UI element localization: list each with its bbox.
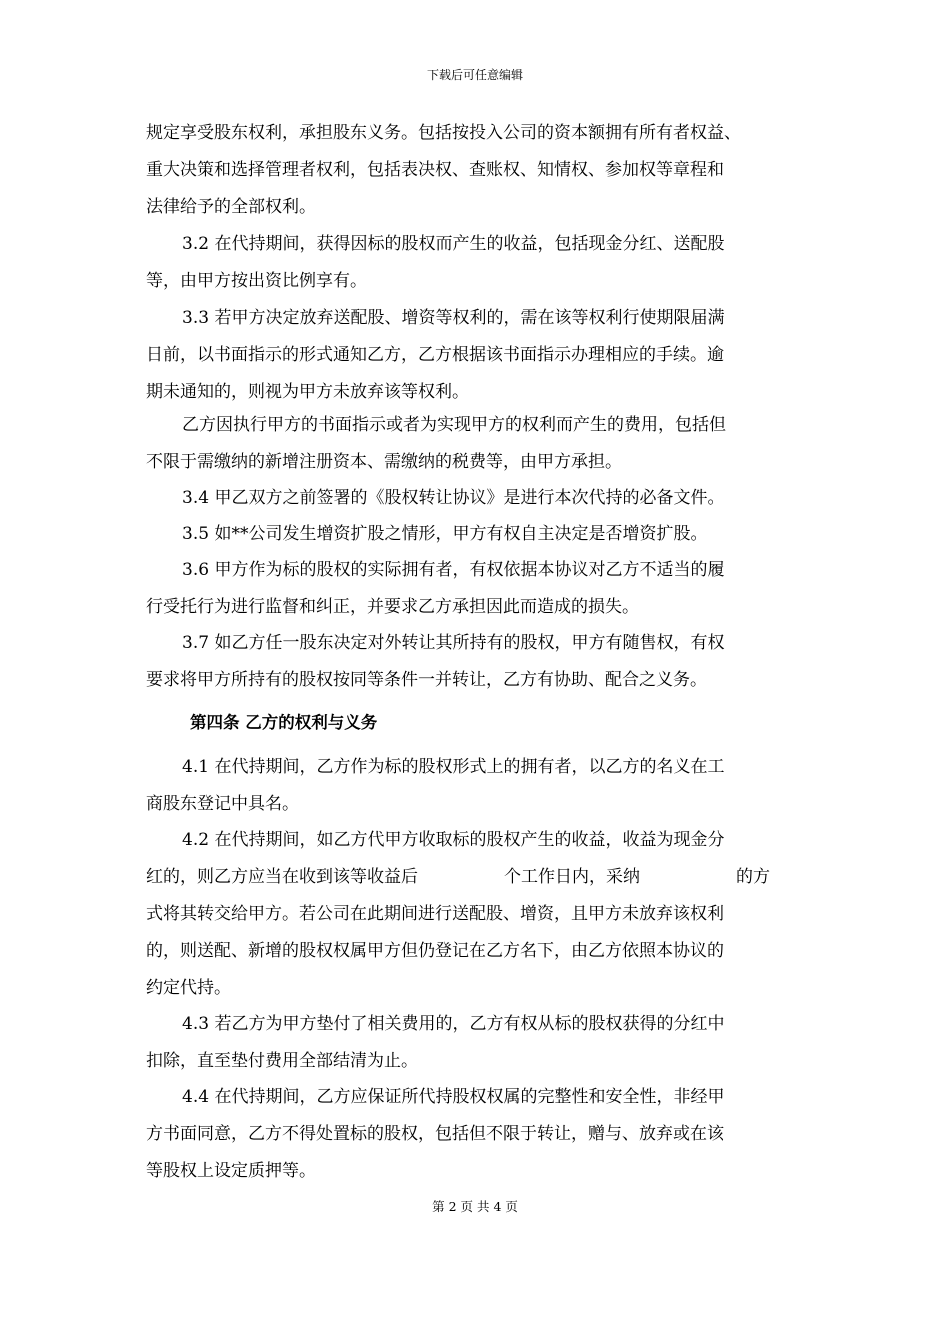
text-fragment: 的方: [736, 867, 770, 887]
text-line: 3.7 如乙方任一股东决定对外转让其所持有的股权，甲方有随售权，有权: [182, 633, 725, 653]
page-header: 下载后可任意编辑: [426, 68, 523, 82]
text-line: 4.3 若乙方为甲方垫付了相关费用的，乙方有权从标的股权获得的分红中: [182, 1014, 725, 1034]
text-line: 3.3 若甲方决定放弃送配股、增资等权利的，需在该等权利行使期限届满: [182, 308, 725, 328]
text-line: 法律给予的全部权利。: [146, 197, 316, 217]
section-heading: 第四条 乙方的权利与义务: [190, 713, 378, 732]
text-line: 等股权上设定质押等。: [146, 1161, 316, 1181]
text-line: 不限于需缴纳的新增注册资本、需缴纳的税费等，由甲方承担。: [146, 452, 622, 472]
text-line: 4.4 在代持期间，乙方应保证所代持股权权属的完整性和安全性，非经甲: [182, 1087, 725, 1107]
text-line: 乙方因执行甲方的书面指示或者为实现甲方的权利而产生的费用，包括但: [182, 415, 726, 435]
text-line: 方书面同意，乙方不得处置标的股权，包括但不限于转让，赠与、放弃或在该: [146, 1124, 724, 1144]
split-line: [146, 866, 770, 888]
text-line: 3.5 如**公司发生增资扩股之情形，甲方有权自主决定是否增资扩股。: [182, 524, 708, 544]
text-line: 3.4 甲乙双方之前签署的《股权转让协议》是进行本次代持的必备文件。: [182, 488, 725, 508]
text-line: 3.2 在代持期间，获得因标的股权而产生的收益，包括现金分红、送配股: [182, 234, 725, 254]
text-line: 重大决策和选择管理者权利，包括表决权、查账权、知情权、参加权等章程和: [146, 160, 724, 180]
text-line: 3.6 甲方作为标的股权的实际拥有者，有权依据本协议对乙方不适当的履: [182, 560, 725, 580]
text-line: 等，由甲方按出资比例享有。: [146, 271, 367, 291]
text-line: 4.2 在代持期间，如乙方代甲方收取标的股权产生的收益，收益为现金分: [182, 830, 725, 850]
text-line: 约定代持。: [146, 978, 231, 998]
text-fragment: 个工作日内，采纳: [504, 867, 640, 887]
text-line: 日前，以书面指示的形式通知乙方，乙方根据该书面指示办理相应的手续。逾: [146, 345, 724, 365]
text-fragment: 红的，则乙方应当在收到该等收益后: [146, 867, 418, 887]
page-footer: 第 2 页 共 4 页: [432, 1199, 518, 1214]
text-line: 要求将甲方所持有的股权按同等条件一并转让，乙方有协助、配合之义务。: [146, 670, 707, 690]
text-line: 的，则送配、新增的股权权属甲方但仍登记在乙方名下，由乙方依照本协议的: [146, 941, 724, 961]
text-line: 期未通知的，则视为甲方未放弃该等权利。: [146, 382, 469, 402]
text-line: 4.1 在代持期间，乙方作为标的股权形式上的拥有者，以乙方的名义在工: [182, 757, 725, 777]
text-line: 商股东登记中具名。: [146, 794, 299, 814]
text-line: 式将其转交给甲方。若公司在此期间进行送配股、增资，且甲方未放弃该权利: [146, 904, 724, 924]
text-line: 行受托行为进行监督和纠正，并要求乙方承担因此而造成的损失。: [146, 597, 639, 617]
text-line: 规定享受股东权利，承担股东义务。包括按投入公司的资本额拥有所有者权益、: [146, 123, 741, 143]
text-line: 扣除，直至垫付费用全部结清为止。: [146, 1051, 418, 1071]
